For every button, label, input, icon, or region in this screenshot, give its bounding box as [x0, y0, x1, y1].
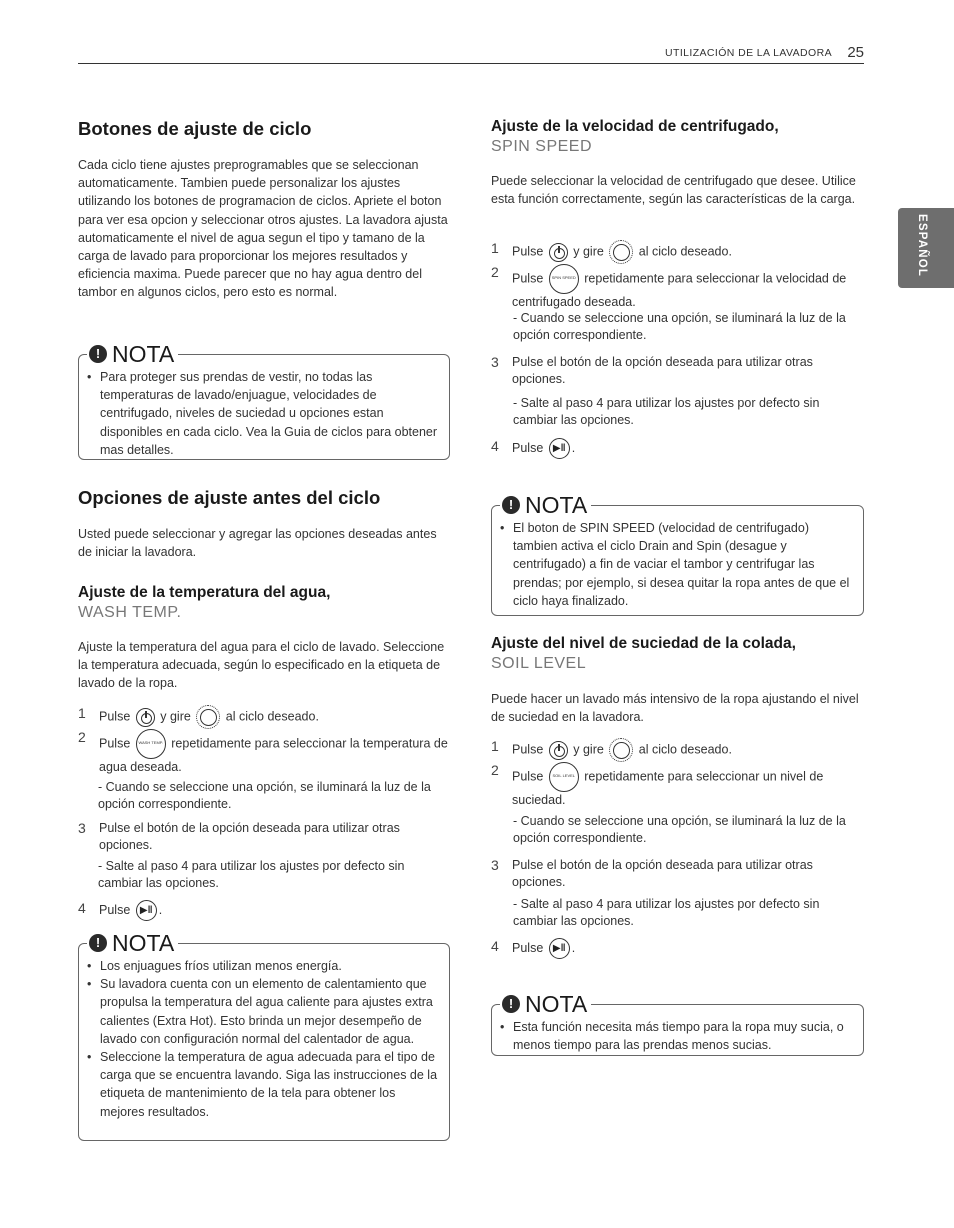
- soil-step-2-note: - Cuando se seleccione una opción, se iluminará la luz de la opción correspondiente.: [513, 814, 846, 845]
- soil-step-3: 3 Pulse el botón de la opción deseada para utilizar otras opciones.: [491, 857, 813, 889]
- warning-icon: !: [502, 496, 520, 514]
- note-title: ! NOTA: [87, 930, 178, 956]
- soil-level-subtitle: SOIL LEVEL: [491, 655, 587, 672]
- page-header: [78, 44, 864, 64]
- note-title: ! NOTA: [500, 991, 591, 1017]
- note-item: • Su lavadora cuenta con un elemento de calentamiento que propulsa la temperatura del agua caliente para ajustes extra calientes (Extra Hot). Esto brinda un mejor desempeño de lavado con configuración normal del calentador de agua.: [87, 975, 439, 1048]
- cycle-dial-icon: [609, 240, 633, 264]
- soil-step-3-note: - Salte al paso 4 para utilizar los ajustes por defecto sin cambiar las opciones.: [513, 897, 820, 928]
- wash-temp-button-icon: WASH TEMP.: [136, 729, 166, 759]
- warning-icon: !: [89, 934, 107, 952]
- soil-level-button-icon: SOIL LEVEL: [549, 762, 579, 792]
- cycle-buttons-heading: Botones de ajuste de ciclo: [78, 118, 312, 139]
- language-tab: [898, 208, 954, 288]
- spin-step-2-note: - Cuando se seleccione una opción, se iluminará la luz de la opción correspondiente.: [513, 311, 846, 342]
- wash-step-2-note: - Cuando se seleccione una opción, se iluminará la luz de la opción correspondiente.: [98, 780, 431, 811]
- note-title: ! NOTA: [500, 492, 591, 518]
- soil-level-description: Puede hacer un lavado más intensivo de la ropa ajustando el nivel de suciedad en la lavadora.: [491, 692, 859, 725]
- note-box-4: [491, 991, 864, 1056]
- warning-icon: !: [89, 345, 107, 363]
- cycle-dial-icon: [196, 705, 220, 729]
- header-section-title: UTILIZACIÓN DE LA LAVADORA: [665, 47, 832, 59]
- spin-step-3: 3 Pulse el botón de la opción deseada para utilizar otras opciones.: [491, 354, 813, 386]
- power-icon: [549, 741, 568, 760]
- start-pause-icon: ▶‖: [136, 900, 157, 921]
- wash-temp-subtitle: WASH TEMP.: [78, 604, 182, 621]
- language-tab-label: ESPAÑOL: [916, 214, 928, 278]
- soil-level-heading: Ajuste del nivel de suciedad de la colada, SOIL LEVEL: [491, 635, 796, 672]
- spin-step-2: 2 Pulse SPIN SPEED repetidamente para seleccionar la velocidad de centrifugado deseada.: [491, 264, 847, 309]
- spin-speed-description: Puede seleccionar la velocidad de centrifugado que desee. Utilice esta función correctamente, según las características de la carga.: [491, 174, 856, 207]
- spin-speed-button-icon: SPIN SPEED: [549, 264, 579, 294]
- cycle-dial-icon: [609, 738, 633, 762]
- page-number: 25: [847, 44, 864, 61]
- soil-step-2: 2 Pulse SOIL LEVEL repetidamente para seleccionar un nivel de suciedad.: [491, 762, 824, 807]
- start-pause-icon: ▶‖: [549, 938, 570, 959]
- spin-step-4: 4 Pulse ▶‖ .: [491, 438, 863, 460]
- warning-icon: !: [502, 995, 520, 1013]
- cycle-buttons-intro: Cada ciclo tiene ajustes preprogramables que se seleccionan automaticamente. Tambien puede personalizar los ajustes utilizando los botones de programacion de ciclos. Apriete el boton para ver esa opcion y seleccionar otros ajustes. La lavadora ajusta automaticamente el nivel de agua segun el tipo y tamano de la carga de lavado para proporcionar los mejores resultados y eficiencia maxima. Puede parecer que no hay agua dentro del tambor en algunos ciclos, pero esto es normal.: [78, 158, 448, 300]
- note-item: • El boton de SPIN SPEED (velocidad de centrifugado) tambien activa el ciclo Drain and Spin (desague y centrifugado) a fin de vaciar el tambor y centrifugar las prendas; por ejemplo, si desea quitar la ropa antes de que el ciclo haya finalizado.: [500, 519, 853, 610]
- note-box-2: [78, 930, 450, 1141]
- wash-step-1: 1 Pulse y gire al ciclo deseado.: [78, 705, 450, 727]
- note-box-1: [78, 341, 450, 460]
- spin-step-1: 1 Pulse y gire al ciclo deseado.: [491, 240, 863, 262]
- spin-speed-subtitle: SPIN SPEED: [491, 138, 593, 155]
- pre-cycle-options-intro: Usted puede seleccionar y agregar las opciones deseadas antes de iniciar la lavadora.: [78, 527, 437, 560]
- note-item: • Los enjuagues fríos utilizan menos energía.: [87, 957, 439, 975]
- wash-step-2: 2 Pulse WASH TEMP. repetidamente para seleccionar la temperatura de agua deseada.: [78, 729, 448, 774]
- pre-cycle-options-heading: Opciones de ajuste antes del ciclo: [78, 487, 381, 508]
- wash-step-3: 3 Pulse el botón de la opción deseada para utilizar otras opciones.: [78, 820, 400, 852]
- wash-step-3-note: - Salte al paso 4 para utilizar los ajustes por defecto sin cambiar las opciones.: [98, 859, 405, 890]
- wash-step-4: 4 Pulse ▶‖ .: [78, 900, 450, 922]
- note-item: • Seleccione la temperatura de agua adecuada para el tipo de carga que se encuentra lavando. Siga las instrucciones de la etiqueta de mantenimiento de la tela para obtener los mejores resultados.: [87, 1048, 439, 1121]
- power-icon: [549, 243, 568, 262]
- spin-speed-heading: Ajuste de la velocidad de centrifugado, SPIN SPEED: [491, 118, 779, 155]
- note-box-3: [491, 492, 864, 616]
- soil-step-4: 4 Pulse ▶‖ .: [491, 938, 863, 960]
- note-item: • Esta función necesita más tiempo para la ropa muy sucia, o menos tiempo para las prendas menos sucias.: [500, 1018, 853, 1054]
- note-title: ! NOTA: [87, 341, 178, 367]
- soil-step-1: 1 Pulse y gire al ciclo deseado.: [491, 738, 863, 760]
- spin-step-3-note: - Salte al paso 4 para utilizar los ajustes por defecto sin cambiar las opciones.: [513, 396, 820, 427]
- power-icon: [136, 708, 155, 727]
- start-pause-icon: ▶‖: [549, 438, 570, 459]
- wash-temp-description: Ajuste la temperatura del agua para el ciclo de lavado. Seleccione la temperatura adecuada, según lo especificado en la etiqueta de lavado de la ropa.: [78, 640, 445, 691]
- note-item: • Para proteger sus prendas de vestir, no todas las temperaturas de lavado/enjuague, velocidades de centrifugado, niveles de suciedad u opciones estan disponibles en cada ciclo. Vea la Guia de ciclos para obtener mas detalles.: [87, 368, 439, 459]
- wash-temp-heading: Ajuste de la temperatura del agua, WASH TEMP.: [78, 584, 331, 621]
